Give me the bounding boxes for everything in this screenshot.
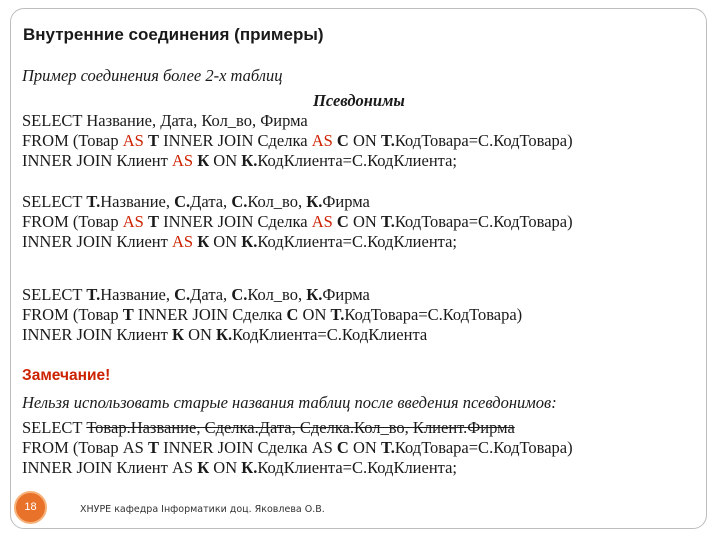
b2-line1: SELECT T.Название, С.Дата, С.Кол_во, К.Фирма <box>22 192 370 211</box>
subtitle: Пример соединения более 2-х таблиц <box>22 66 283 85</box>
b3-line1: SELECT T.Название, С.Дата, С.Кол_во, К.Фирма <box>22 285 370 304</box>
strikethrough-text: Товар.Название, Сделка.Дата, Сделка.Кол_во, Клиент.Фирма <box>86 418 515 437</box>
remark-line1: SELECT Товар.Название, Сделка.Дата, Сделка.Кол_во, Клиент.Фирма <box>22 418 515 437</box>
b1-line3: INNER JOIN Клиент AS К ON К.КодКлиента=С.КодКлиента; <box>22 151 457 170</box>
kw-as: AS <box>311 131 333 150</box>
kw-as: AS <box>122 131 144 150</box>
page-number-badge: 18 <box>14 491 47 524</box>
b2-line2: FROM (Товар AS T INNER JOIN Сделка AS C ON T.КодТовара=С.КодТовара) <box>22 212 573 231</box>
b2-line3: INNER JOIN Клиент AS К ON К.КодКлиента=С.КодКлиента; <box>22 232 457 251</box>
aliases-label: Псевдонимы <box>313 91 405 110</box>
kw-as: AS <box>171 151 194 170</box>
remark-label: Замечание! <box>22 367 111 384</box>
remark-line3: INNER JOIN Клиент AS К ON К.КодКлиента=С.КодКлиента; <box>22 458 457 477</box>
b3-line2: FROM (Товар T INNER JOIN Сделка C ON T.КодТовара=С.КодТовара) <box>22 305 523 324</box>
slide-title: Внутренние соединения (примеры) <box>23 25 324 44</box>
kw-as: AS <box>122 212 144 231</box>
remark-line2: FROM (Товар AS T INNER JOIN Сделка AS C ON T.КодТовара=С.КодТовара) <box>22 438 573 457</box>
kw-as: AS <box>171 232 194 251</box>
b1-line2: FROM (Товар AS T INNER JOIN Сделка AS C ON T.КодТовара=С.КодТовара) <box>22 131 573 150</box>
footer-text: ХНУРЕ кафедра Інформатики доц. Яковлева О.В. <box>80 504 325 515</box>
b1-line1: SELECT Название, Дата, Кол_во, Фирма <box>22 111 308 130</box>
kw-as: AS <box>311 212 333 231</box>
b3-line3: INNER JOIN Клиент К ON К.КодКлиента=С.КодКлиента <box>22 325 428 344</box>
remark-note: Нельзя использовать старые названия таблиц после введения псевдонимов: <box>22 393 557 412</box>
